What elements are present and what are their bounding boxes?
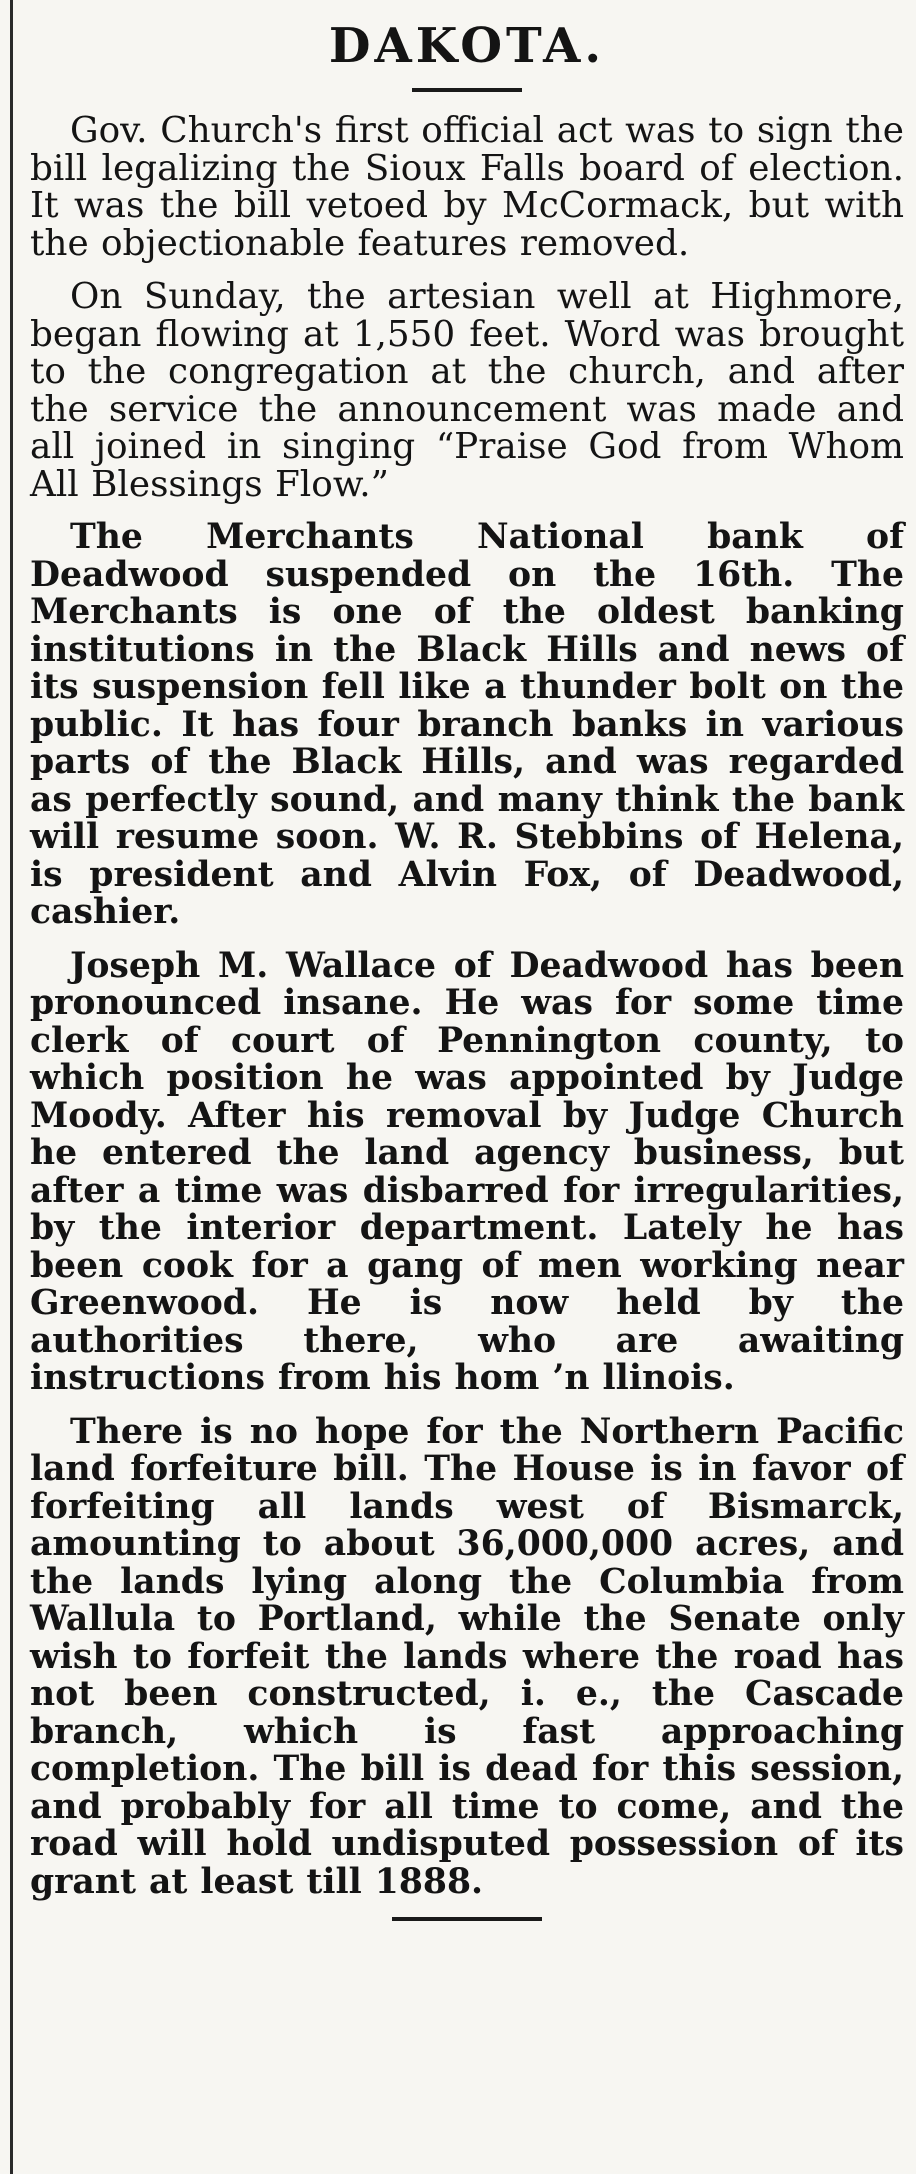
footer-rule [392,1917,542,1921]
headline-rule [412,88,522,92]
paragraph-merchants-bank: The Merchants National bank of Deadwood suspended on the 16th. The Merchants is one of the oldest banking institutions in the Black Hills and news of its suspension fell like a thunder bolt on the public. It has four branch banks in various parts of the Black Hills, and was regarded as perfectly sound, and many think the bank will resume soon. W. R. Stebbins of Helena, is president and Alvin Fox, of Deadwood, cashier. [30,517,904,932]
paragraph-artesian-well: On Sunday, the artesian well at Highmore, began flowing at 1,550 feet. Word was brought to the congregation at the church, and after the service the announcement was made and all joined in singing “Praise God from Whom All Blessings Flow.” [30,276,904,505]
article-column [30,0,904,1921]
paragraph-church-act: Gov. Church's first official act was to sign the bill legalizing the Sioux Falls board of election. It was the bill vetoed by McCormack, but with the objectionable features removed. [30,110,904,264]
paragraph-northern-pacific: There is no hope for the Northern Pacific land forfeiture bill. The House is in favor of forfeiting all lands west of Bismarck, amounting to about 36,000,000 acres, and the lands lying along the Columbia from Wallula to Portland, while the Senate only wish to forfeit the lands where the road has not been constructed, i. e., the Cascade branch, which is fast approaching completion. The bill is dead for this session, and probably for all time to come, and the road will hold undisputed possession of its grant at least till 1888. [30,1411,904,1902]
column-left-rule [10,0,13,2174]
paragraph-wallace-insane: Joseph M. Wallace of Deadwood has been pronounced insane. He was for some time clerk of court of Pennington county, to which position he was appointed by Judge Moody. After his removal by Judge Church he entered the land agency business, but after a time was disbarred for irregularities, by the interior department. Lately he has been cook for a gang of men working near Greenwood. He is now held by the authorities there, who are awaiting instructions from his hom ’n llinois. [30,945,904,1398]
headline: DAKOTA. [328,18,606,74]
